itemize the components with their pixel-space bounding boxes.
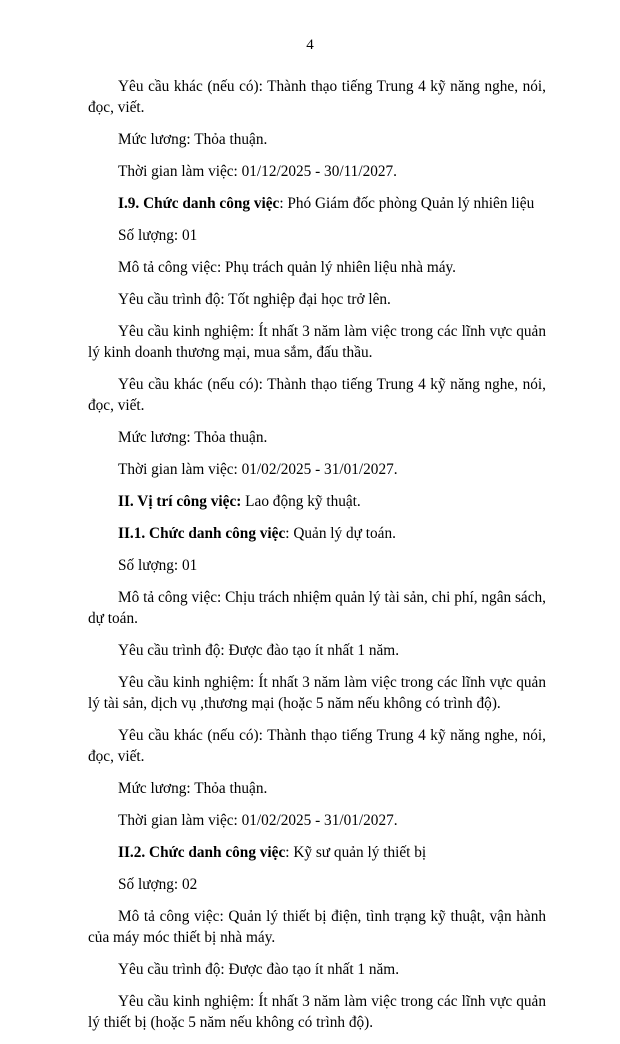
paragraph-text: Mô tả công việc: Chịu trách nhiệm quản lý tài sản, chi phí, ngân sách, dự toán. (88, 589, 546, 627)
paragraph (88, 257, 546, 278)
paragraph-text: Yêu cầu trình độ: Được đào tạo ít nhất 1 năm. (118, 961, 400, 978)
paragraph (88, 289, 546, 310)
paragraph (88, 810, 546, 831)
paragraph (88, 555, 546, 576)
paragraph (88, 778, 546, 799)
paragraph-text: Yêu cầu khác (nếu có): Thành thạo tiếng Trung 4 kỹ năng nghe, nói, đọc, viết. (88, 78, 546, 116)
paragraph (88, 161, 546, 182)
paragraph-text: Yêu cầu khác (nếu có): Thành thạo tiếng Trung 4 kỹ năng nghe, nói, đọc, viết. (88, 727, 546, 765)
page-number: 4 (306, 37, 314, 53)
paragraph (88, 959, 546, 980)
paragraph-text: Thời gian làm việc: 01/02/2025 - 31/01/2027. (118, 461, 398, 478)
paragraph (88, 129, 546, 150)
paragraph (88, 725, 546, 767)
paragraph (88, 842, 546, 863)
paragraph-text: Yêu cầu khác (nếu có): Thành thạo tiếng Trung 4 kỹ năng nghe, nói, đọc, viết. (88, 376, 546, 414)
paragraph-text: Yêu cầu kinh nghiệm: Ít nhất 3 năm làm việc trong các lĩnh vực quản lý thiết bị (hoặc 5 năm nếu không có trình độ). (88, 993, 546, 1031)
paragraph (88, 523, 546, 544)
paragraph-text: Số lượng: 01 (118, 227, 198, 244)
paragraph (88, 321, 546, 363)
paragraph-text: Số lượng: 01 (118, 557, 198, 574)
paragraph-text: Mức lương: Thỏa thuận. (118, 131, 268, 148)
paragraph-text: : Quản lý dự toán. (285, 525, 396, 542)
paragraph-text: Thời gian làm việc: 01/12/2025 - 30/11/2027. (118, 163, 398, 180)
paragraph-text: Lao động kỹ thuật. (241, 493, 361, 510)
document-body (88, 76, 546, 1044)
paragraph (88, 491, 546, 512)
paragraph-text: Mức lương: Thỏa thuận. (118, 780, 268, 797)
paragraph-text: Mô tả công việc: Phụ trách quản lý nhiên liệu nhà máy. (118, 259, 457, 276)
paragraph (88, 76, 546, 118)
paragraph (88, 193, 546, 214)
paragraph-text: Yêu cầu trình độ: Tốt nghiệp đại học trở lên. (118, 291, 391, 308)
paragraph (88, 427, 546, 448)
paragraph (88, 906, 546, 948)
paragraph (88, 672, 546, 714)
paragraph-heading: II. Vị trí công việc: (118, 493, 242, 510)
paragraph (88, 991, 546, 1033)
paragraph-heading: I.9. Chức danh công việc (118, 195, 280, 212)
paragraph-text: Số lượng: 02 (118, 876, 198, 893)
paragraph-text: Thời gian làm việc: 01/02/2025 - 31/01/2027. (118, 812, 398, 829)
paragraph (88, 225, 546, 246)
paragraph-text: Mô tả công việc: Quản lý thiết bị điện, tình trạng kỹ thuật, vận hành của máy móc thiết bị nhà máy. (88, 908, 546, 946)
paragraph-heading: II.2. Chức danh công việc (118, 844, 286, 861)
paragraph-text: : Phó Giám đốc phòng Quản lý nhiên liệu (279, 195, 535, 212)
paragraph-text: Mức lương: Thỏa thuận. (118, 429, 268, 446)
paragraph-text: : Kỹ sư quản lý thiết bị (285, 844, 427, 861)
paragraph-text: Yêu cầu kinh nghiệm: Ít nhất 3 năm làm việc trong các lĩnh vực quản lý tài sản, dịch vụ ,thương mại (hoặc 5 năm nếu không có trình độ). (88, 674, 546, 712)
paragraph-text: Yêu cầu kinh nghiệm: Ít nhất 3 năm làm việc trong các lĩnh vực quản lý kinh doanh thương mại, mua sắm, đấu thầu. (88, 323, 546, 361)
paragraph (88, 587, 546, 629)
paragraph-text: Yêu cầu trình độ: Được đào tạo ít nhất 1 năm. (118, 642, 400, 659)
paragraph (88, 874, 546, 895)
paragraph-heading: II.1. Chức danh công việc (118, 525, 286, 542)
paragraph (88, 459, 546, 480)
paragraph (88, 640, 546, 661)
paragraph (88, 374, 546, 416)
